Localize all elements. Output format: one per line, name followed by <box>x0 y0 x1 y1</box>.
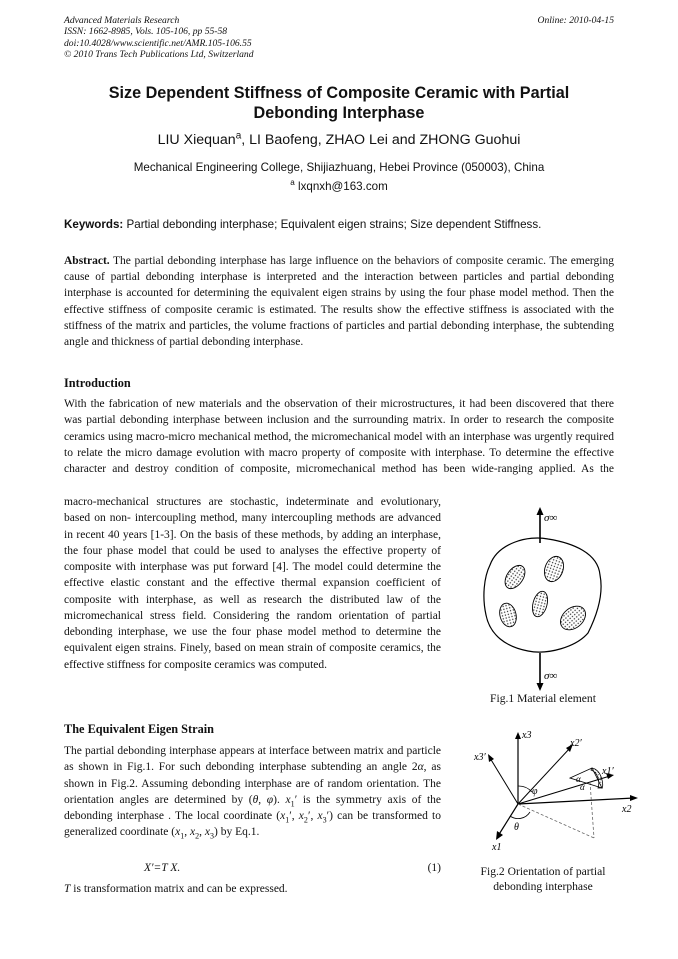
x1-prime-var: x <box>285 793 291 806</box>
keywords <box>64 218 541 231</box>
sub-1: 1 <box>180 831 185 841</box>
label-x1: x1 <box>492 842 502 853</box>
transformation-matrix-sentence <box>64 883 288 895</box>
abstract-text: The partial debonding interphase has large influence on the behaviors of composite ceramic. The emerging cause of partial debonding interphase is interpreted and the interaction between particles and partial debonding interphase is accounted for determining the equivalent eigen strains by using the four phase model method. Then the effective stiffness of composite ceramic is estimated. The results show the effective stiffness is associated with the stiffness of the matrix and particles, the volume fractions of particles and partial debonding interphase, the subtending angle and thickness of partial debonding interphase. <box>64 255 614 349</box>
sub-2: 2 <box>195 831 200 841</box>
equation-1-body: X′=T X. <box>144 862 181 874</box>
figure-2-caption-line-1: Fig.2 Orientation of partial <box>480 865 606 878</box>
paper-title <box>64 83 614 123</box>
abstract <box>64 253 614 350</box>
introduction-paragraph-full: With the fabrication of new materials and the observation of their microstructures, it had been discovered that there was partial debonding interphase between inclusion and the surrounding matrix. In order to research the composite ceramics using macro-micro mechanical method, the micromechanical model with an interphase was urgently required to relate the micro damage evolution with macro property of composite with interphase. To determine the effective character and destroy condition of composite, micromechanical method has been wide-ranging applied. As the <box>64 398 614 475</box>
phi-symbol: φ <box>266 793 274 806</box>
introduction-heading: Introduction <box>64 376 131 390</box>
sub-1: 1 <box>285 815 290 825</box>
comma: , <box>184 826 190 839</box>
figure-2-orientation <box>452 726 642 858</box>
theta-symbol: θ <box>252 793 259 806</box>
x3-prime-arrow <box>488 754 494 762</box>
separator: , <box>258 793 267 806</box>
top-arrow-head <box>537 507 544 515</box>
label-x1-prime: x1′ <box>602 766 614 777</box>
t-symbol: T <box>64 883 71 895</box>
other-authors: , LI Baofeng, ZHAO Lei and ZHONG Guohui <box>241 132 521 148</box>
x-var: x <box>204 826 210 839</box>
label-alpha-2: α <box>580 782 585 792</box>
eigen-strain-heading: The Equivalent Eigen Strain <box>64 722 214 736</box>
copyright-line: © 2010 Trans Tech Publications Ltd, Switzerland <box>64 48 254 60</box>
label-phi: φ <box>532 786 538 797</box>
author-affil-mark: a <box>235 130 242 142</box>
title-line-2: Debonding Interphase <box>253 104 425 122</box>
top-sigma-label: σ∞ <box>544 512 558 524</box>
keywords-label: Keywords: <box>64 218 124 231</box>
email-line <box>64 180 614 193</box>
abstract-label: Abstract. <box>64 255 110 267</box>
label-x2: x2 <box>622 804 632 815</box>
x-var: x <box>317 810 323 822</box>
journal-name: Advanced Materials Research <box>64 15 180 26</box>
introduction-paragraph-narrow: macro-mechanical structures are stochastic, indeterminate and evolutionary, based on non- intercoupling method, many intercoupling methods are advanced in recent 40 years [1-3]. On the basis of these methods, by adding an interphase, the four phase model that could be used to analyses the effective property of composite with interphase was put forward [4]. The model could determine the effective elastic constant and the effective thermal expansion coefficient of composite with interphase, as well as research the distributed law of the micromechanical stress field. Considering the random orientation of partial debonding interphase, we use the four phase model method to determine the equivalent eigen strains. Finely, based on mean strain of composite ceramics, the effective stiffness for composite ceramics was computed. <box>64 496 441 671</box>
particle-2 <box>541 554 567 585</box>
x3-arrow <box>515 732 521 739</box>
figure-2-caption-line-2: debonding interphase <box>493 880 593 893</box>
projection-line <box>590 782 594 838</box>
particle-4 <box>497 601 519 628</box>
projection-line <box>518 804 594 838</box>
x-var: x <box>280 810 286 822</box>
eigen-text-4: is the symmetry axis of the debonding interphase . The local coordinate ( <box>64 793 442 822</box>
x-var: x <box>190 826 196 839</box>
label-x3-prime: x3′ <box>474 752 486 763</box>
bottom-sigma-label: σ∞ <box>544 670 558 682</box>
prime-mark: ′ <box>294 793 298 806</box>
title-line-1: Size Dependent Stiffness of Composite Ceramic with Partial <box>108 84 570 102</box>
doi-line: doi:10.4028/www.scientific.net/AMR.105-106.55 <box>64 37 252 49</box>
label-theta: θ <box>514 822 519 833</box>
figure-1-caption: Fig.1 Material element <box>490 692 596 705</box>
comma: , <box>199 826 205 839</box>
comma: , <box>291 810 299 822</box>
keywords-text: Partial debonding interphase; Equivalent eigen strains; Size dependent Stiffness. <box>126 218 542 231</box>
author-list <box>64 132 614 148</box>
t-text: is transformation matrix and can be expressed. <box>70 883 288 895</box>
prime-mark: ′ <box>289 810 292 822</box>
x1-arrow <box>496 831 503 840</box>
sub-2: 2 <box>303 815 308 825</box>
journal-header <box>64 15 254 60</box>
x2-arrow <box>630 795 638 801</box>
prime-mark: ′ <box>307 810 311 822</box>
first-author: LIU Xiequan <box>157 132 236 148</box>
eigen-text-2: , as shown in Fig.2. Assuming debonding interphase are of random orientation. The orientation angles are determined by ( <box>64 761 441 806</box>
figure-2-caption <box>458 864 628 894</box>
issn-line: ISSN: 1662-8985, Vols. 105-106, pp 55-58 <box>64 26 228 38</box>
particle-5 <box>556 601 590 634</box>
x1-prime-sub: 1 <box>290 799 295 809</box>
email-mark: a <box>290 178 295 188</box>
x-var: x <box>298 810 304 822</box>
prime-mark: ′ <box>326 810 330 822</box>
x3-prime-axis <box>490 758 518 804</box>
label-x3: x3 <box>522 730 532 741</box>
label-alpha-1: α <box>576 774 581 784</box>
sub-3: 3 <box>322 815 327 825</box>
bottom-arrow-head <box>537 683 544 691</box>
email-address[interactable]: lxqnxh@163.com <box>298 180 388 193</box>
eigen-text-5: ) can be transformed to generalized coordinate ( <box>64 810 441 839</box>
particle-3 <box>530 590 550 619</box>
online-date: Online: 2010-04-15 <box>537 15 614 26</box>
figure-1-material-element <box>468 505 618 695</box>
equation-1-number: (1) <box>427 862 441 874</box>
eigen-text-3: ). <box>273 793 286 806</box>
label-x2-prime: x2′ <box>570 738 582 749</box>
sub-3: 3 <box>210 831 215 841</box>
comma: , <box>310 810 318 822</box>
particle-1 <box>501 562 529 592</box>
alpha-symbol: α <box>417 761 424 774</box>
affiliation: Mechanical Engineering College, Shijiazhuang, Hebei Province (050003), China <box>133 161 545 174</box>
eigen-text-1: The partial debonding interphase appears at interface between matrix and particle as shown in Fig.1. For such debonding interphase subtending an angle 2 <box>64 745 441 774</box>
eigen-text-6: ) by Eq.1. <box>214 826 260 839</box>
x-var: x <box>175 826 181 839</box>
eigen-strain-paragraph <box>64 743 441 841</box>
